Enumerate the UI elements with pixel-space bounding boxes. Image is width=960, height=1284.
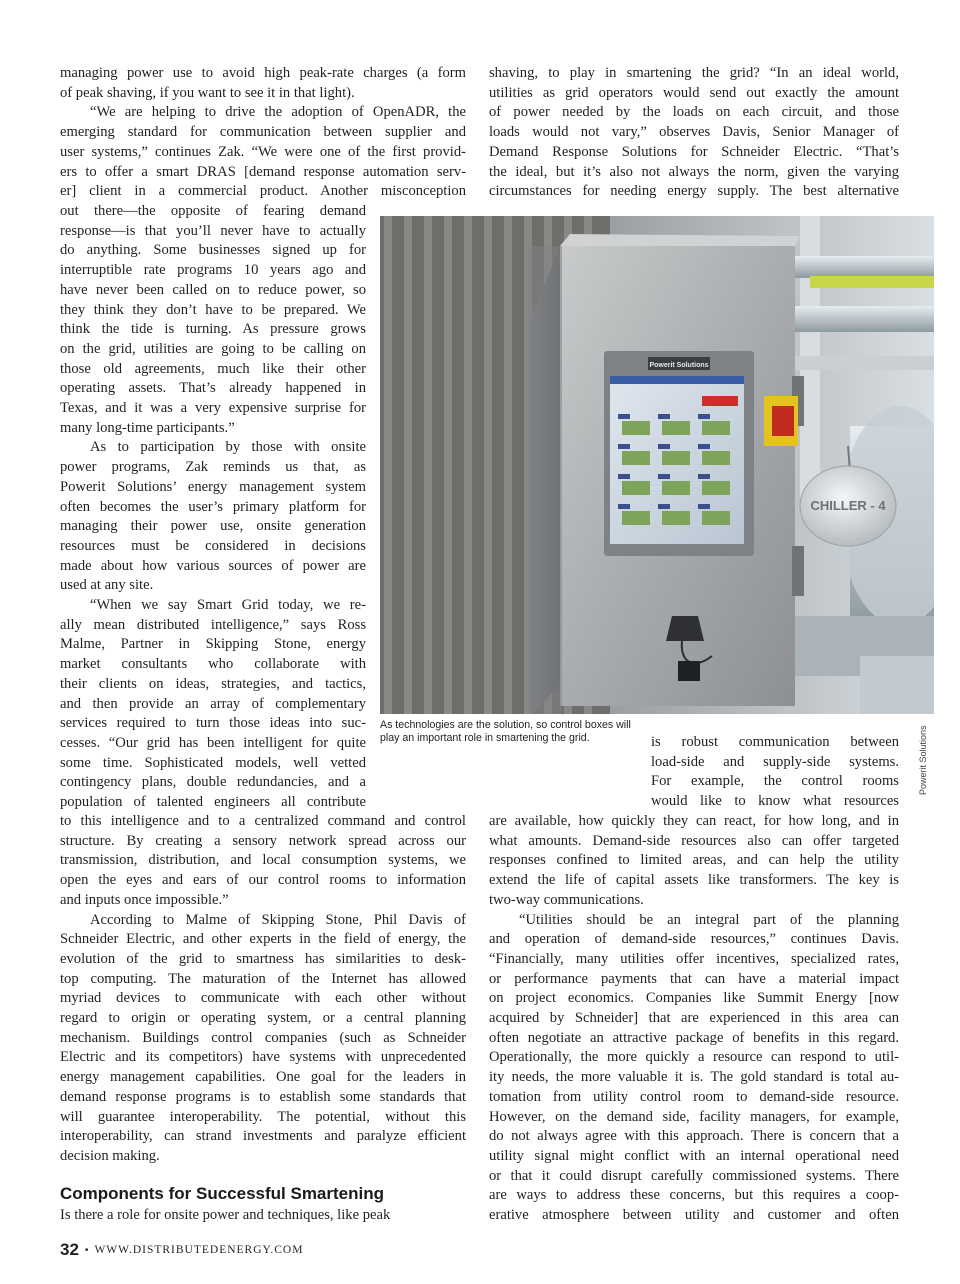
magazine-url: WWW.DISTRIBUTEDENERGY.COM: [94, 1244, 304, 1256]
text-line: tomation from utility control room to demand-side resource.: [489, 1088, 899, 1105]
text-line: are available, how quickly they can react, for how long, and in: [489, 813, 899, 829]
text-line: ers to offer a smart DRAS [demand response automation serv-: [60, 163, 466, 180]
text-line: utilities as grid operators would send out exactly the amount: [489, 84, 899, 101]
text-line: As to participation by those with onsite: [90, 439, 366, 456]
text-line: they think they don’t have to be prepared. We: [60, 301, 366, 318]
text-line: “When we say Smart Grid today, we re-: [90, 597, 366, 614]
text-line: demand response programs is to establish some standards that: [60, 1088, 466, 1105]
text-line: often becomes the user’s primary platform for: [60, 498, 366, 515]
text-line: Malme, Partner in Skipping Stone, energy: [60, 636, 366, 653]
text-line: population of talented engineers all contribute: [60, 794, 366, 811]
text-line: Powerit Solutions’ energy management system: [60, 478, 366, 495]
right-column-middle-text: [651, 733, 899, 812]
photo-caption: As technologies are the solution, so control boxes will play an important role in smartening the grid.: [380, 719, 631, 744]
text-line: loads would not vary,” observes Davis, Senior Manager of: [489, 124, 899, 141]
text-line: of power needed by the loads on each circuit, and those: [489, 104, 899, 121]
text-line: structure. By creating a sensory network spread across our: [60, 832, 466, 849]
text-line: open the eyes and ears of our control rooms to information: [60, 872, 466, 889]
text-line: response—is that you’ll never have to actually: [60, 222, 366, 239]
control-cabinet: [528, 234, 804, 714]
text-line: responses confined to limited areas, and can help the utility: [489, 852, 899, 869]
page-number: 32: [60, 1240, 79, 1259]
section-heading: Components for Successful Smartening: [60, 1184, 384, 1203]
right-column-top-text: [489, 64, 899, 202]
text-line: and operation of demand-side resources,” continues Davis.: [489, 931, 899, 948]
text-line: myriad devices to communicate with each other without: [60, 990, 466, 1007]
text-line: or that it could disrupt carefully commissioned systems. There: [489, 1167, 899, 1184]
text-line: Electric and its competitors) have systems with unprecedented: [60, 1049, 466, 1066]
text-line: power programs, Zak reminds us that, as: [60, 459, 366, 476]
text-line: acquired by Schneider] that are experienced in this area can: [489, 1010, 899, 1027]
text-line: energy management capabilities. One goal for the leaders in: [60, 1069, 466, 1086]
text-line: managing power use to avoid high peak-rate charges (a form: [60, 65, 466, 81]
text-line: managing their power use, onsite generation: [60, 518, 366, 535]
text-line: many long-time participants.”: [60, 419, 235, 436]
text-line: will guarantee interoperability. The potential, without this: [60, 1108, 466, 1125]
photo-credit: Powerit Solutions: [918, 725, 928, 795]
text-line: Operationally, the more quickly a resource can respond to util-: [489, 1049, 899, 1066]
text-line: “We are helping to drive the adoption of OpenADR, the: [90, 104, 466, 121]
text-line: erative atmosphere between utility and customer and often: [489, 1207, 899, 1224]
text-line: decision making.: [60, 1147, 160, 1164]
text-line: of peak shaving, if you want to see it in that light).: [60, 84, 355, 101]
text-line: the ideal, but it’s also not always the norm, given the varying: [489, 163, 899, 180]
panel-brand: Powerit Solutions: [649, 362, 709, 369]
text-line: interruptible rate programs 10 years ago and: [60, 262, 366, 279]
text-line: emerging standard for communication between supplier and: [60, 124, 466, 141]
text-line: would like to know what resources: [651, 793, 899, 810]
text-line: have never been called on to reduce power, so: [60, 281, 366, 298]
control-panel-photo: [380, 216, 934, 714]
text-line: user systems,” continues Zak. “We were one of the first provid-: [60, 143, 466, 160]
text-line: interoperability, can strand investments and paralyze efficient: [60, 1128, 466, 1145]
text-line: transmission, distribution, and local consumption systems, we: [60, 852, 466, 869]
text-line: what amounts. Demand-side resources also can offer targeted: [489, 832, 899, 849]
right-column-bottom-text: [489, 812, 899, 1226]
text-line: circumstances for needing energy supply. The best alternative: [489, 183, 899, 200]
text-line: some time. Sophisticated models, well vetted: [60, 754, 366, 771]
text-line: do not always agree with this approach. There is concern that a: [489, 1128, 899, 1145]
text-line: “Utilities should be an integral part of the planning: [519, 911, 899, 928]
left-column-top-text: [60, 64, 466, 202]
text-line: ity needs, the more valuable it is. The gold standard is total au-: [489, 1069, 899, 1086]
text-line: resources must be considered in decisions: [60, 537, 366, 554]
text-line: load-side and supply-side systems.: [651, 753, 899, 770]
text-line: and then provide an array of complementary: [60, 695, 366, 712]
text-line: used at any site.: [60, 577, 154, 594]
text-line: top computing. The maturation of the Internet has allowed: [60, 970, 466, 987]
text-line: operating assets. That’s already happened in: [60, 380, 366, 397]
text-line: cesses. “Our grid has been intelligent for quite: [60, 734, 366, 751]
text-line: their clients on ideas, strategies, and tactics,: [60, 675, 366, 692]
text-line: contingency plans, double redundancies, and a: [60, 774, 366, 791]
left-column-bottom-text: [60, 812, 466, 1167]
text-line: think the tide is turning. As pressure grows: [60, 321, 366, 338]
text-line: evolution of the grid to smartness has similarities to desk-: [60, 950, 466, 967]
text-line: However, on the demand side, facility managers, for example,: [489, 1108, 899, 1125]
text-line: on project economics. Companies like Summit Energy [now: [489, 990, 899, 1007]
text-line: “Financially, many utilities offer incentives, specialized rates,: [489, 950, 899, 967]
text-line: Texas, and it was a very expensive surprise for: [60, 400, 366, 417]
text-line: made about how various sources of power are: [60, 557, 366, 574]
text-line: and inputs once impossible.”: [60, 891, 229, 908]
text-line: often negotiate an attractive package of benefits in this regard.: [489, 1029, 899, 1046]
text-line: or performance payments that can have a material impact: [489, 970, 899, 987]
text-line: Schneider Electric, and other experts in the field of energy, the: [60, 931, 466, 948]
footer-bullet: •: [84, 1244, 89, 1256]
text-line: mechanism. Buildings control companies (such as Schneider: [60, 1029, 466, 1046]
text-line: shaving, to play in smartening the grid? “In an ideal world,: [489, 65, 899, 81]
text-line: on the grid, utilities are going to be calling on: [60, 340, 366, 357]
text-line: ally mean distributed intelligence,” says Ross: [60, 616, 366, 633]
section-first-line: Is there a role for onsite power and techniques, like peak: [60, 1207, 391, 1223]
text-line: market consultants who collaborate with: [60, 656, 366, 673]
text-line: out there—the opposite of fearing demand: [60, 203, 366, 219]
page-footer: [60, 1240, 303, 1260]
text-line: utility signal might conflict with an internal operational need: [489, 1147, 899, 1164]
text-line: For example, the control rooms: [651, 773, 899, 790]
text-line: two-way communications.: [489, 891, 644, 908]
text-line: regard to origin or operating system, or a central planning: [60, 1010, 466, 1027]
text-line: extend the life of capital assets like transformers. The key is: [489, 872, 899, 889]
text-line: Demand Response Solutions for Schneider Electric. “That’s: [489, 143, 899, 160]
text-line: According to Malme of Skipping Stone, Phil Davis of: [90, 911, 466, 928]
text-line: is robust communication between: [651, 734, 899, 750]
text-line: do anything. Some businesses signed up for: [60, 242, 366, 259]
text-line: to this intelligence and to a centralized command and control: [60, 813, 466, 829]
text-line: those old agreements, much like their other: [60, 360, 366, 377]
text-line: er] client in a commercial product. Another misconception: [60, 183, 466, 200]
chiller-label: CHILLER - 4: [810, 498, 886, 513]
text-line: services required to turn those ideas into suc-: [60, 715, 366, 732]
left-column-middle-text: [60, 202, 366, 813]
text-line: are ways to address these concerns, but this requires a coop-: [489, 1187, 899, 1204]
